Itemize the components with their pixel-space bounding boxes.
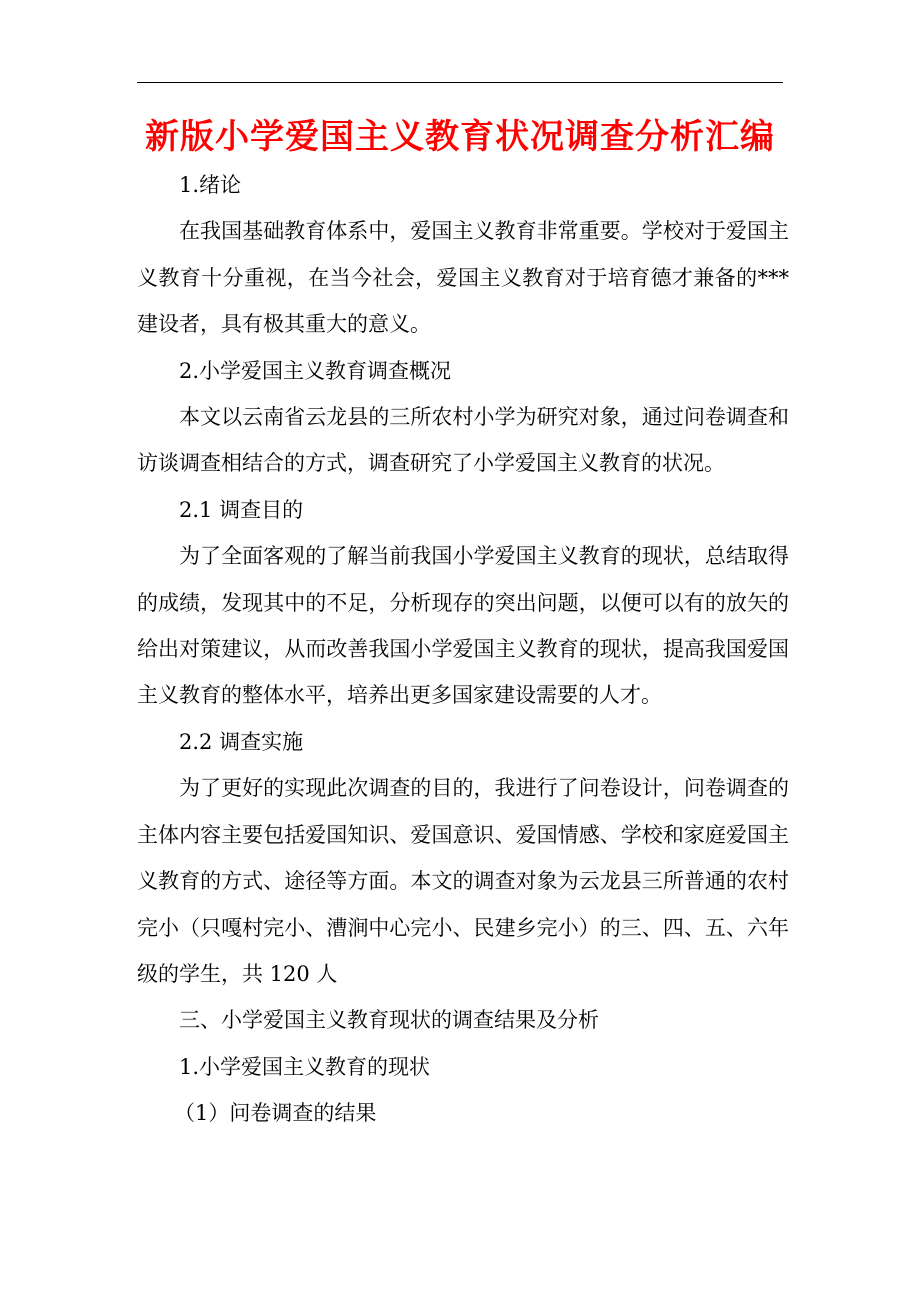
subsection-heading-questionnaire: （1）问卷调查的结果 — [174, 1101, 377, 1126]
document-body — [137, 162, 789, 1137]
section-heading-implementation: 2.2 调查实施 — [179, 729, 304, 754]
header-rule — [137, 82, 783, 83]
paragraph-overview: 本文以云南省云龙县的三所农村小学为研究对象，通过问卷调查和访谈调查相结合的方式，调查研究了小学爱国主义教育的状况。 — [137, 405, 789, 476]
section-heading-purpose: 2.1 调查目的 — [179, 497, 304, 522]
document-title: 新版小学爱国主义教育状况调查分析汇编 — [145, 117, 775, 157]
section-heading-results: 三、小学爱国主义教育现状的调查结果及分析 — [179, 1008, 599, 1033]
section-heading-overview: 2.小学爱国主义教育调查概况 — [179, 358, 452, 383]
paragraph-intro: 在我国基础教育体系中，爱国主义教育非常重要。学校对于爱国主义教育十分重视，在当今社会，爱国主义教育对于培育德才兼备的***建设者，具有极其重大的意义。 — [137, 219, 789, 337]
paragraph-purpose: 为了全面客观的了解当前我国小学爱国主义教育的现状，总结取得的成绩，发现其中的不足，分析现存的突出问题，以便可以有的放矢的给出对策建议，从而改善我国小学爱国主义教育的现状，提高我国爱国主义教育的整体水平，培养出更多国家建设需要的人才。 — [137, 544, 789, 708]
subsection-heading-status: 1.小学爱国主义教育的现状 — [179, 1054, 431, 1079]
section-heading-intro: 1.绪论 — [179, 173, 242, 197]
paragraph-implementation: 为了更好的实现此次调查的目的，我进行了问卷设计，问卷调查的主体内容主要包括爱国知识、爱国意识、爱国情感、学校和家庭爱国主义教育的方式、途径等方面。本文的调查对象为云龙县三所普通的农村完小（只嘎村完小、漕涧中心完小、民建乡完小）的三、四、五、六年级的学生，共 120 人 — [137, 776, 789, 986]
